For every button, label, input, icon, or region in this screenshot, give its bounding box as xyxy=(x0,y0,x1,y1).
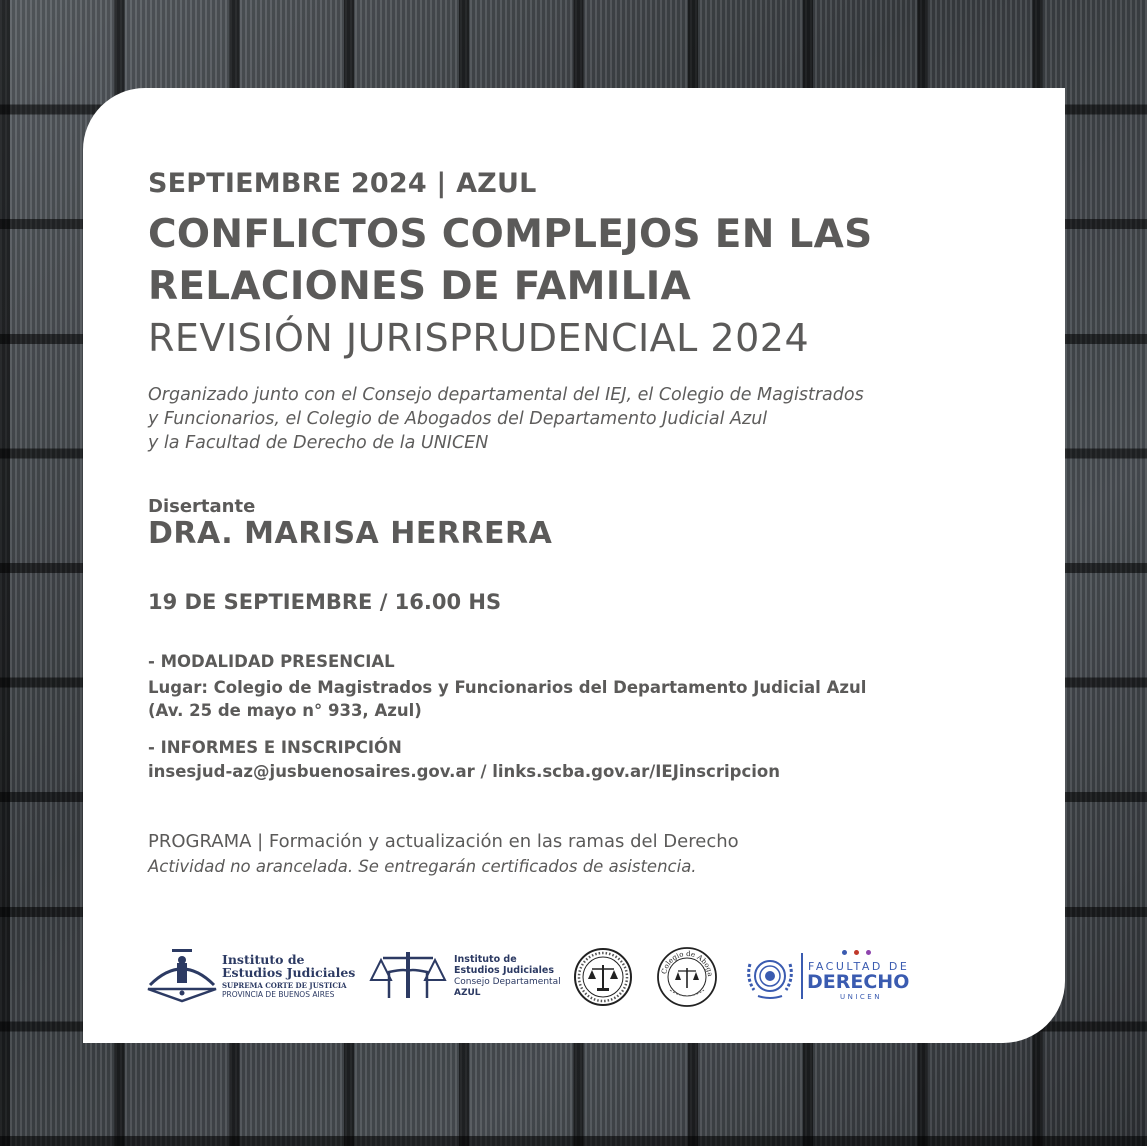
facultad-derecho-logo xyxy=(744,950,914,1004)
organizers-line: Organizado junto con el Consejo departamental del IEJ, el Colegio de Magistrados xyxy=(148,385,864,405)
activity-note: Actividad no arancelada. Se entregarán certificados de asistencia. xyxy=(148,857,697,876)
location-line: Lugar: Colegio de Magistrados y Funcionarios del Departamento Judicial Azul xyxy=(148,678,867,697)
organizers-line: y la Facultad de Derecho de la UNICEN xyxy=(148,433,489,453)
location-line: (Av. 25 de mayo n° 933, Azul) xyxy=(148,701,422,720)
facultad-divider xyxy=(801,953,803,999)
event-schedule: 19 DE SEPTIEMBRE / 16.00 HS xyxy=(148,590,502,614)
speaker-label: Disertante xyxy=(148,496,256,517)
speaker-name: DRA. MARISA HERRERA xyxy=(148,516,553,551)
event-title xyxy=(148,209,873,313)
iej-azul-line4: AZUL xyxy=(454,988,481,998)
facultad-line3: UNICEN xyxy=(840,993,882,1001)
event-title-line: CONFLICTOS COMPLEJOS EN LAS xyxy=(148,212,873,257)
organizers-line: y Funcionarios, el Colegio de Abogados del Departamento Judicial Azul xyxy=(148,409,768,429)
abogados-seal-logo xyxy=(656,946,718,1008)
facultad-line1: FACULTAD DE xyxy=(808,960,910,973)
abogados-seal-text: Colegio de Aboga xyxy=(660,949,715,977)
iej-azul-logo xyxy=(369,948,559,1004)
iej-azul-line2: Estudios Judiciales xyxy=(454,965,555,976)
iej-azul-line1: Instituto de xyxy=(454,954,517,965)
facultad-line2: DERECHO xyxy=(807,971,910,993)
facultad-dots xyxy=(842,950,882,956)
modality-heading: - MODALIDAD PRESENCIAL xyxy=(148,652,395,671)
info-heading: - INFORMES E INSCRIPCIÓN xyxy=(148,738,402,757)
courthouse-icon xyxy=(146,949,218,1003)
magistrados-seal-logo xyxy=(573,947,633,1007)
event-title-line: RELACIONES DE FAMILIA xyxy=(148,264,692,309)
event-subtitle: REVISIÓN JURISPRUDENCIAL 2024 xyxy=(148,316,810,360)
laurel-seal-icon xyxy=(744,950,796,1002)
iej-logo xyxy=(146,947,356,1005)
date-place: SEPTIEMBRE 2024 | AZUL xyxy=(148,168,537,199)
info-contact[interactable]: insesjud-az@jusbuenosaires.gov.ar / links.scba.gov.ar/IEJinscripcion xyxy=(148,762,780,781)
iej-line3: SUPREMA CORTE DE JUSTICIA xyxy=(222,981,347,990)
program-line: PROGRAMA | Formación y actualización en las ramas del Derecho xyxy=(148,831,739,852)
modality-location xyxy=(148,676,866,722)
iej-line2: Estudios Judiciales xyxy=(222,965,356,980)
iej-azul-line3: Consejo Departamental xyxy=(454,977,561,987)
scales-seal-icon xyxy=(573,947,633,1007)
organizers xyxy=(148,383,864,455)
iej-line1: Instituto de xyxy=(222,952,305,967)
scales-seal-icon xyxy=(656,946,718,1008)
iej-line4: PROVINCIA DE BUENOS AIRES xyxy=(222,990,335,999)
scales-book-icon xyxy=(369,950,447,1002)
